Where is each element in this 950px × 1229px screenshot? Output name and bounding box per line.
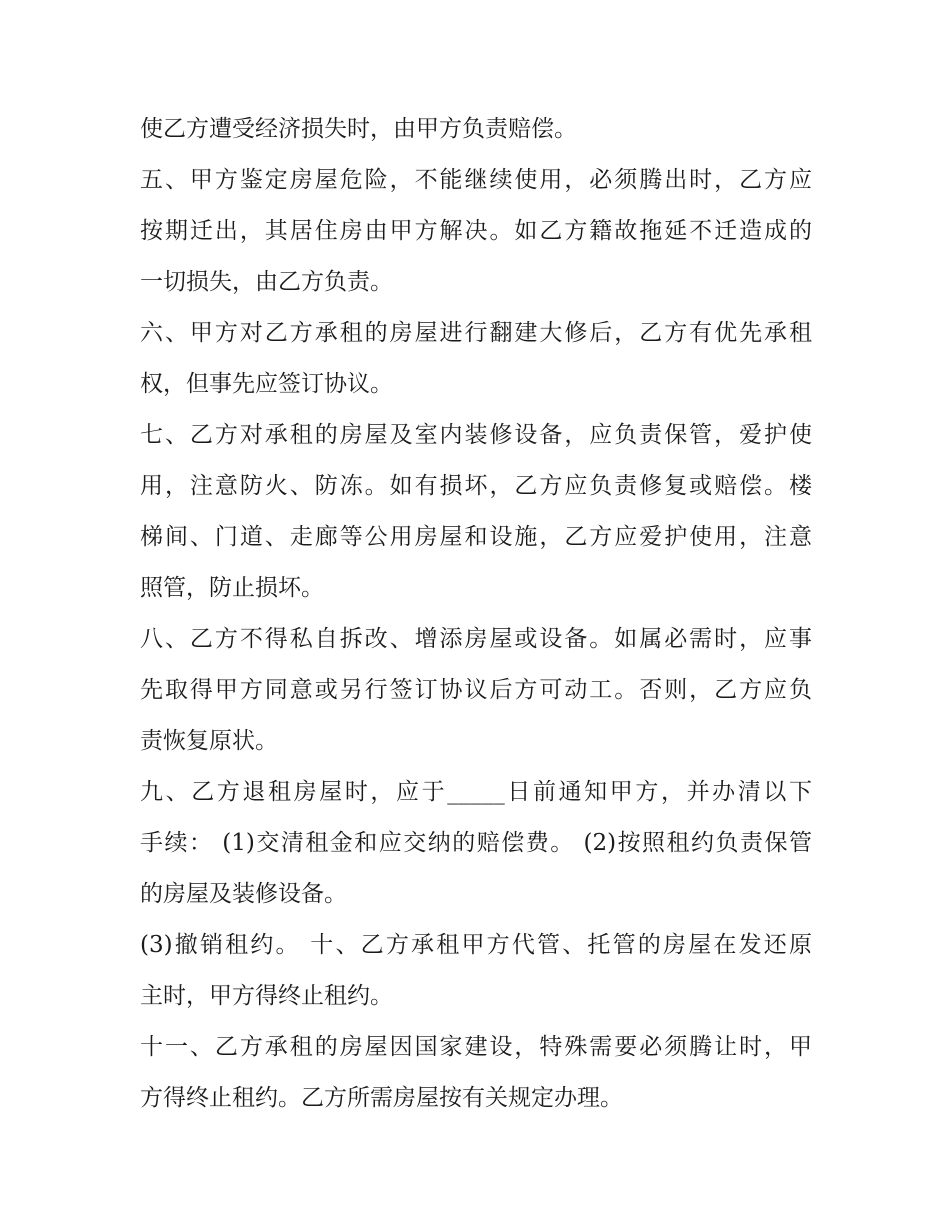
text-line: 责恢复原状。: [140, 728, 278, 754]
text-line: 梯间、门道、走廊等公用房屋和设施，乙方应爱护使用，注意: [140, 524, 812, 550]
text-line: 主时，甲方得终止租约。: [140, 983, 393, 1009]
paragraph-clause-6: [140, 308, 812, 410]
text-line: 用，注意防火、防冻。如有损坏，乙方应负责修复或赔偿。楼: [140, 473, 812, 499]
text-line: 照管，防止损坏。: [140, 575, 324, 601]
text-line: 九、乙方退租房屋时，应于_____日前通知甲方，并办清以下: [140, 779, 812, 805]
text-line: 七、乙方对承租的房屋及室内装修设备，应负责保管，爱护使: [140, 422, 812, 448]
text-line: 先取得甲方同意或另行签订协议后方可动工。否则，乙方应负: [140, 677, 812, 703]
text-line: 权，但事先应签订协议。: [140, 371, 393, 397]
text-line: 方得终止租约。乙方所需房屋按有关规定办理。: [140, 1085, 623, 1111]
document-body: [140, 104, 812, 1124]
text-line: 一切损失，由乙方负责。: [140, 269, 393, 295]
text-line: 按期迁出，其居住房由甲方解决。如乙方籍故拖延不迁造成的: [140, 218, 812, 244]
paragraph-clause-9: [140, 767, 812, 920]
text-line: 的房屋及装修设备。: [140, 881, 347, 907]
text-line: 八、乙方不得私自拆改、增添房屋或设备。如属必需时，应事: [140, 626, 812, 652]
text-line: 十一、乙方承租的房屋因国家建设，特殊需要必须腾让时，甲: [140, 1034, 812, 1060]
paragraph-clause-5: [140, 155, 812, 308]
paragraph-clause-7: [140, 410, 812, 614]
text-line: 五、甲方鉴定房屋危险，不能继续使用，必须腾出时，乙方应: [140, 167, 812, 193]
paragraph-clause-9-item-3-and-clause-10: [140, 920, 812, 1022]
text-line: 手续： (1)交清租金和应交纳的赔偿费。 (2)按照租约负责保管: [140, 830, 812, 856]
paragraph-compensation-continued: [140, 104, 812, 155]
text-line: (3)撤销租约。 十、乙方承租甲方代管、托管的房屋在发还原: [140, 932, 812, 958]
paragraph-clause-11: [140, 1022, 812, 1124]
paragraph-clause-8: [140, 614, 812, 767]
text-line: 使乙方遭受经济损失时，由甲方负责赔偿。: [140, 116, 577, 142]
text-line: 六、甲方对乙方承租的房屋进行翻建大修后，乙方有优先承租: [140, 320, 812, 346]
